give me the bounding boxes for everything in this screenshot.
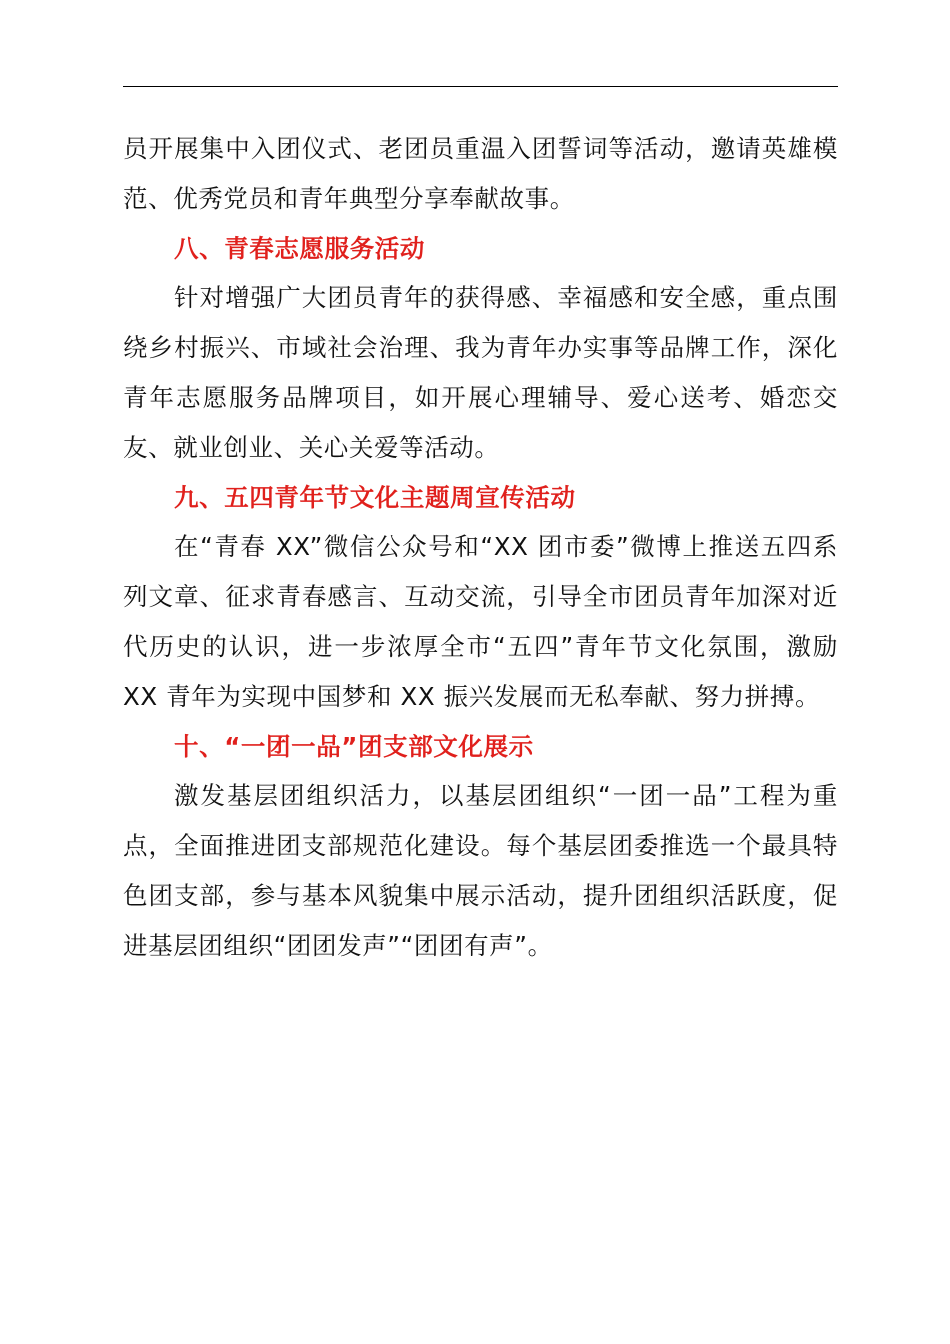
- section-heading-10: 十、“一团一品”团支部文化展示: [174, 731, 534, 761]
- continuation-paragraph: 员开展集中入团仪式、老团员重温入团誓词等活动，邀请英雄模范、优秀党员和青年典型分享奉献故事。: [123, 134, 838, 213]
- section-heading-9: 九、五四青年节文化主题周宣传活动: [174, 482, 576, 512]
- header-rule: [123, 86, 838, 87]
- document-body: [123, 124, 838, 971]
- section-body-9: 在“青春 XX”微信公众号和“XX 团市委”微博上推送五四系列文章、征求青春感言、互动交流，引导全市团员青年加深对近代历史的认识，进一步浓厚全市“五四”青年节文化氛围，激励 XX 青年为实现中国梦和 XX 振兴发展而无私奉献、努力拼搏。: [123, 532, 838, 711]
- section-body-8: 针对增强广大团员青年的获得感、幸福感和安全感，重点围绕乡村振兴、市域社会治理、我为青年办实事等品牌工作，深化青年志愿服务品牌项目，如开展心理辅导、爱心送考、婚恋交友、就业创业、关心关爱等活动。: [123, 283, 838, 462]
- section-body-10: 激发基层团组织活力，以基层团组织“一团一品”工程为重点，全面推进团支部规范化建设。每个基层团委推选一个最具特色团支部，参与基本风貌集中展示活动，提升团组织活跃度，促进基层团组织“团团发声”“团团有声”。: [123, 781, 838, 960]
- section-heading-8: 八、青春志愿服务活动: [174, 233, 425, 263]
